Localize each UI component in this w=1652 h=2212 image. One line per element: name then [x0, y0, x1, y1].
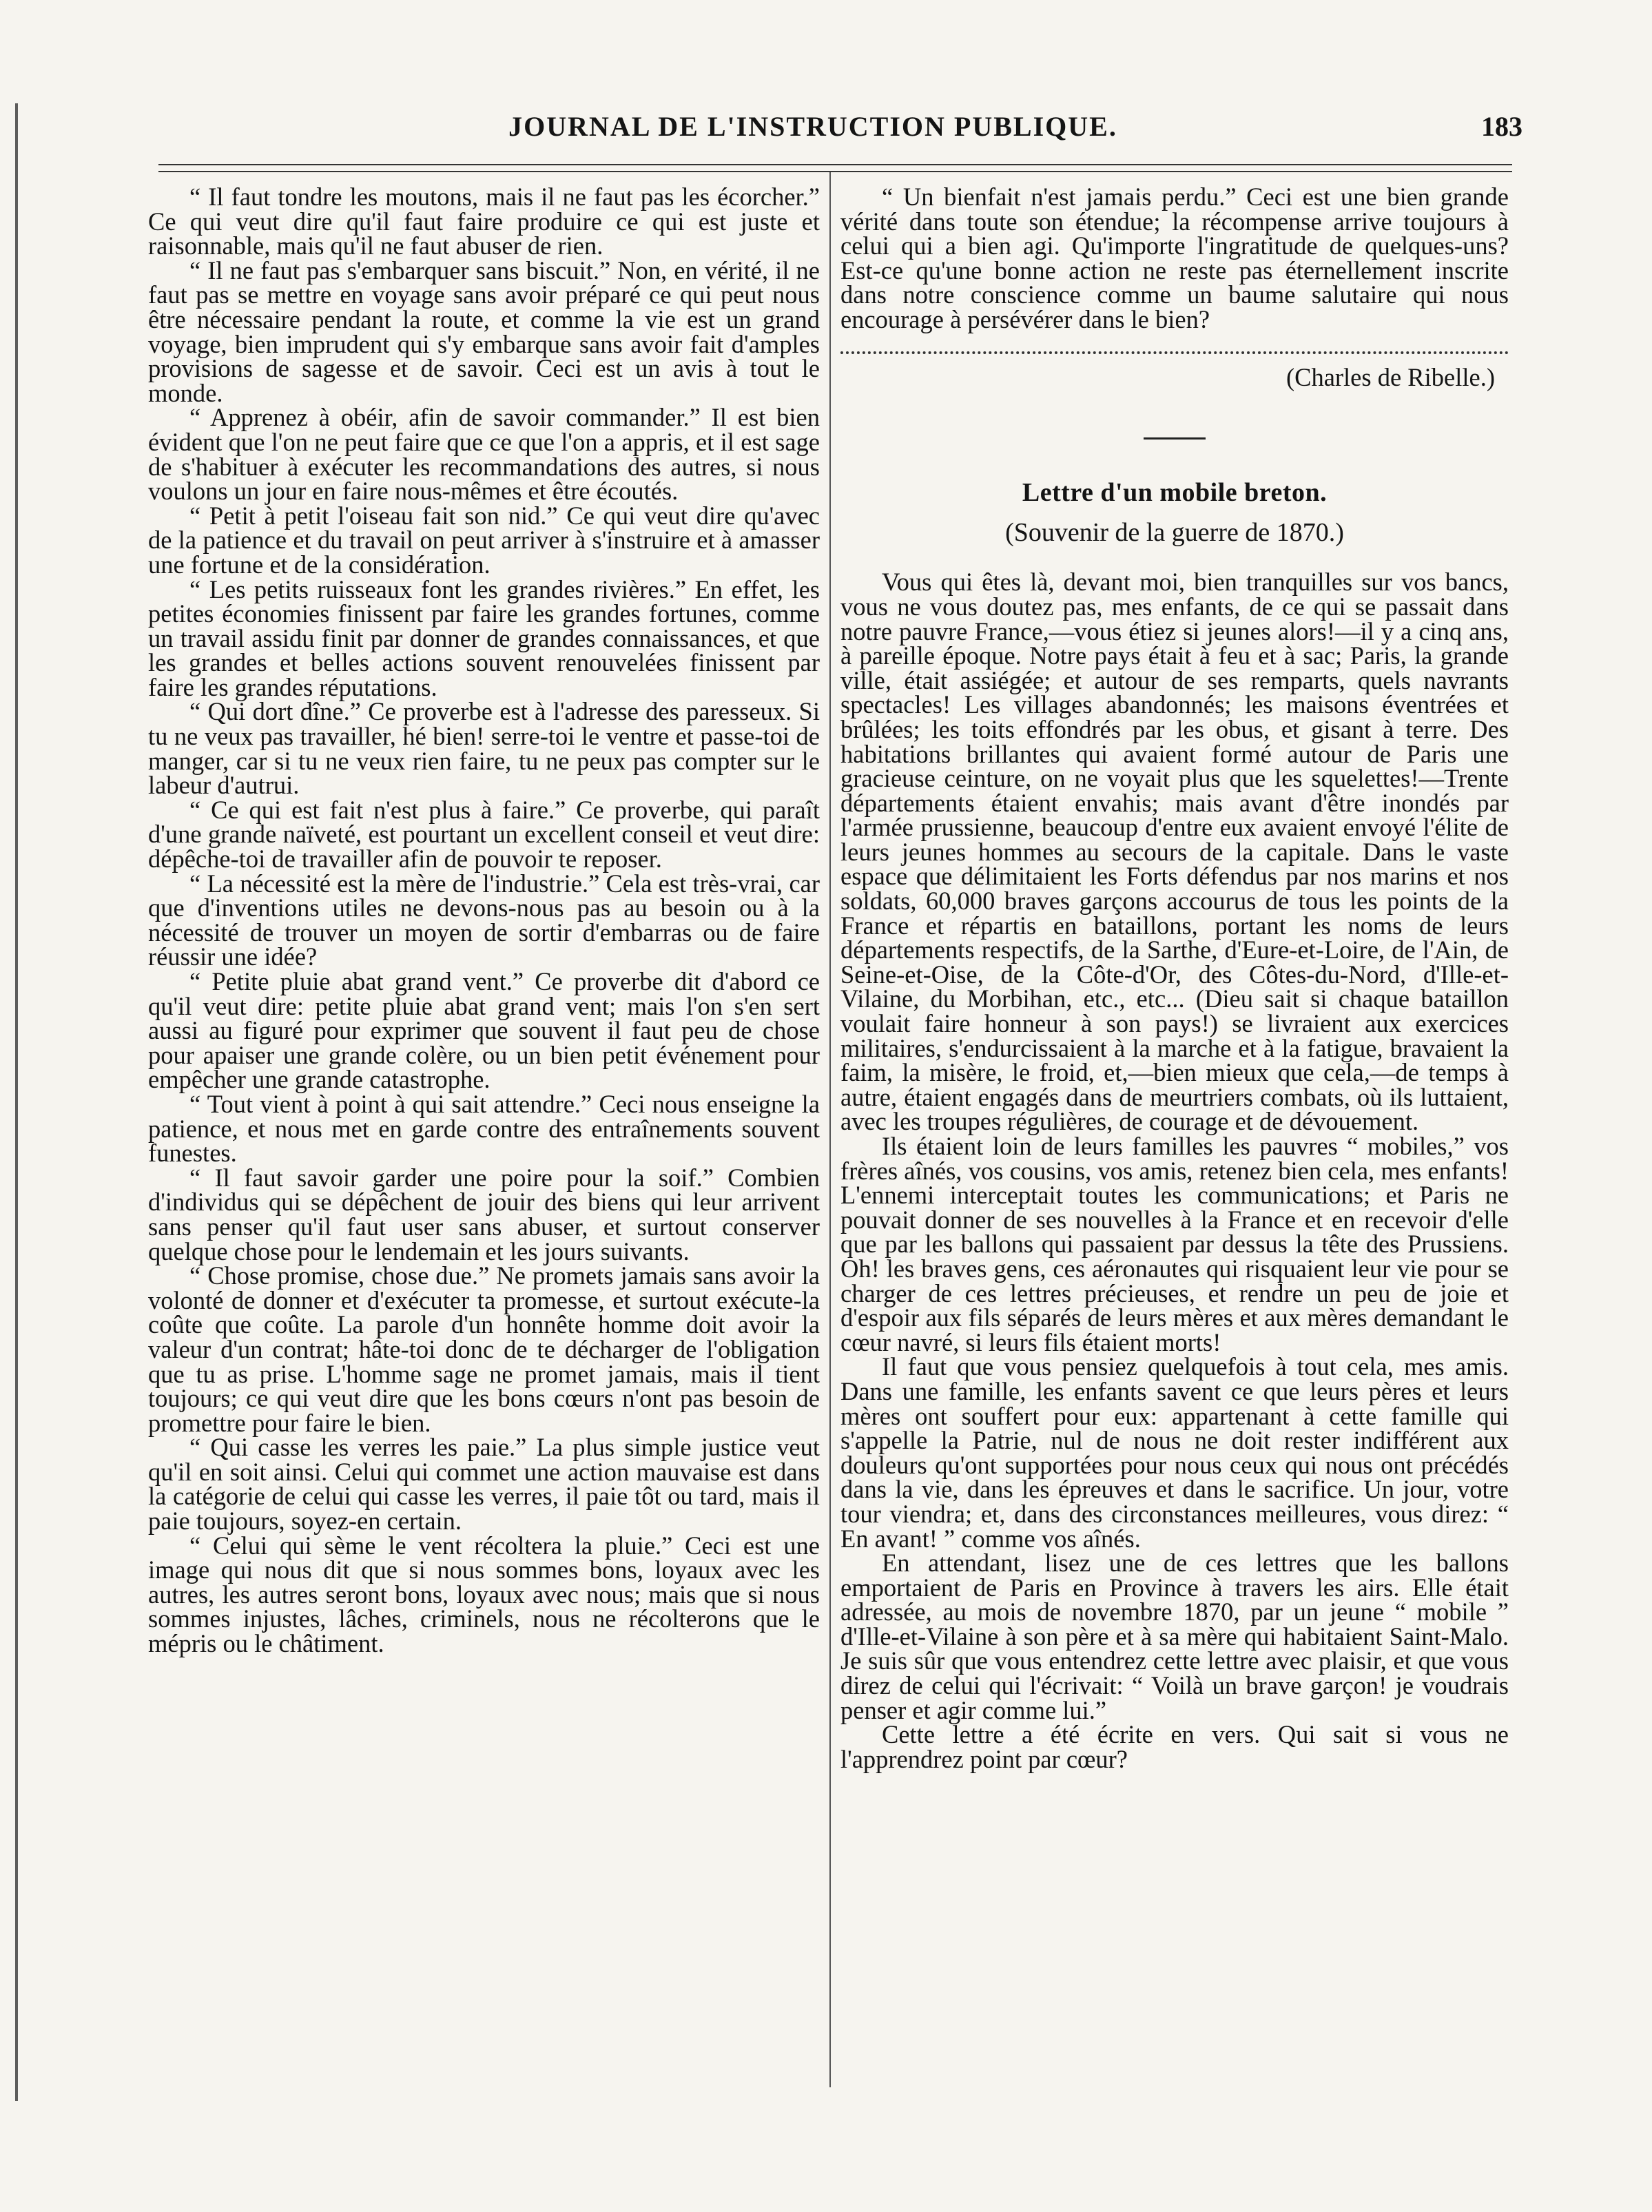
proverb-paragraph: “ Qui casse les verres les paie.” La plus simple justice veut qu'il en soit ainsi. Celui qui commet une action mauvaise est dans la catégorie de celui qui casse les verres, il paie tôt ou tard, mais il paie toujours, soyez-en certain. [148, 1433, 820, 1536]
article-paragraph: Cette lettre a été écrite en vers. Qui sait si vous ne l'apprendrez point par cœur? [840, 1720, 1509, 1773]
article-paragraph: Il faut que vous pensiez quelquefois à tout cela, mes amis. Dans une famille, les enfants savent ce que leurs pères et leurs mères ont souffert pour eux: appartenant à cette famille qui s'appelle la Patrie, nul de nous ne doit rester indifférent aux douleurs qu'ont supportées pour nous ceux qui nous ont précédés dans la vie, dans les épreuves et dans le sacrifice. Un jour, votre tour viendra; et, dans des circonstances meilleures, vous direz: “ En avant! ” comme vos aînés. [840, 1352, 1509, 1553]
page-edge-rule [15, 103, 18, 2101]
article-subheading: (Souvenir de la guerre de 1870.) [1005, 517, 1344, 547]
article-paragraph: En attendant, lisez une de ces lettres que les ballons emportaient de Paris en Province à travers les airs. Elle était adressée, au mois de novembre 1870, par un jeune “ mobile ” d'Ille-et-Vilaine à son père et à sa mère qui habitaient Saint-Malo. Je suis sûr que vous entendrez cette lettre avec plaisir, et que vous direz de celui qui l'écrivait: “ Voilà un brave garçon! je voudrais penser et agir comme lui.” [840, 1549, 1509, 1724]
proverb-paragraph: “ Qui dort dîne.” Ce proverbe est à l'adresse des paresseux. Si tu ne veux pas travailler, hé bien! serre-toi le ventre et passe-toi de manger, car si tu ne veux rien faire, tu ne peux pas compter sur le labeur d'autrui. [148, 697, 820, 800]
article-paragraph: Ils étaient loin de leurs familles les pauvres “ mobiles,” vos frères aînés, vos cousins, vos amis, retenez bien cela, mes enfants! L'ennemi interceptait toutes les communications; et Paris ne pouvait donner de ses nouvelles à la France et en recevoir d'elle que par les ballons qui passaient par dessus la tête des Prussiens. Oh! les braves gens, ces aéronautes qui risquaient leur vie pour se charger de ces lettres précieuses, et rendre un peu de joie et d'espoir aux fils séparés de leurs mères et aux mères demandant le cœur navré, si leurs fils étaient morts! [840, 1132, 1509, 1356]
left-column [148, 185, 820, 1656]
proverb-paragraph: “ Tout vient à point à qui sait attendre.” Ceci nous enseigne la patience, et nous met en garde contre des entraînements souvent funestes. [148, 1089, 820, 1168]
proverb-paragraph: “ Il faut tondre les moutons, mais il ne faut pas les écorcher.” Ce qui veut dire qu'il faut faire produire ce qui est juste et raisonnable, mais qu'il ne faut abuser de rien. [148, 183, 820, 260]
proverb-paragraph: “ Un bienfait n'est jamais perdu.” Ceci est une bien grande vérité dans toute son étendue; la récompense arrive toujours à celui qui a bien agi. Qu'importe l'ingratitude de quelques-uns? Est-ce qu'une bonne action ne reste pas éternellement inscrite dans notre conscience comme un baume salutaire qui nous encourage à persévérer dans le bien? [840, 183, 1509, 333]
proverb-paragraph: “ La nécessité est la mère de l'industrie.” Cela est très-vrai, car que d'inventions utiles ne devons-nous pas au besoin ou à la nécessité de trouver un moyen de sortir d'embarras ou de faire réussir une idée? [148, 869, 820, 971]
proverb-paragraph: “ Il faut savoir garder une poire pour la soif.” Combien d'individus qui se dépêchent de jouir des biens qui leur arrivent sans penser qu'il faut user sans abuser, et surtout conserver quelque chose pour le lendemain et les jours suivants. [148, 1163, 820, 1265]
section-divider [1144, 437, 1206, 440]
page-header [103, 110, 1522, 152]
journal-title: JOURNAL DE L'INSTRUCTION PUBLIQUE. [508, 111, 1117, 142]
proverb-paragraph: “ Celui qui sème le vent récoltera la pluie.” Ceci est une image qui nous dit que si nous sommes bons, loyaux avec les autres, les autres seront bons, loyaux avec nous; mais que si nous sommes injustes, lâches, criminels, nous ne récolterons que le mépris ou le châtiment. [148, 1531, 820, 1658]
header-rule [158, 164, 1512, 172]
author-signature: (Charles de Ribelle.) [1286, 362, 1495, 391]
right-column [840, 185, 1509, 1771]
proverb-paragraph: “ Les petits ruisseaux font les grandes rivières.” En effet, les petites économies finissent par faire les grandes fortunes, comme un travail assidu finit par donner de grandes connaissances, et que les grandes et belles actions souvent renouvelées finissent par faire les grandes réputations. [148, 575, 820, 701]
article-heading: Lettre d'un mobile breton. [1022, 478, 1328, 508]
column-separator [829, 172, 831, 2087]
page-number: 183 [1481, 111, 1522, 142]
proverb-paragraph: “ Petit à petit l'oiseau fait son nid.” Ce qui veut dire qu'avec de la patience et du travail on peut arriver à s'instruire et à amasser une fortune et de la considération. [148, 501, 820, 579]
dotted-rule [840, 351, 1509, 354]
proverb-paragraph: “ Ce qui est fait n'est plus à faire.” Ce proverbe, qui paraît d'une grande naïveté, est pourtant un excellent conseil et veut dire: dépêche-toi de travailler afin de pouvoir te reposer. [148, 795, 820, 874]
proverb-paragraph: “ Chose promise, chose due.” Ne promets jamais sans avoir la volonté de donner et d'exécuter ta promesse, et surtout exécute-la coûte que coûte. La parole d'un honnête homme doit avoir la valeur d'un contrat; hâte-toi donc de te décharger de l'obligation que tu as prise. L'homme sage ne promet jamais, mais il tient toujours; ce qui veut dire que les bons cœurs n'ont pas besoin de promettre pour faire le bien. [148, 1261, 820, 1437]
proverb-paragraph: “ Apprenez à obéir, afin de savoir commander.” Il est bien évident que l'on ne peut faire que ce que l'on a appris, et il est sage de s'habituer à exécuter les recommandations des autres, si nous voulons un jour en faire nous-mêmes et être écoutés. [148, 403, 820, 506]
proverb-paragraph: “ Il ne faut pas s'embarquer sans biscuit.” Non, en vérité, il ne faut pas se mettre en voyage sans avoir préparé ce qui peut nous être nécessaire pendant la route, et comme la vie est un grand voyage, bien imprudent qui s'y embarque sans avoir fait d'amples provisions de sagesse et de savoir. Ceci est un avis à tout le monde. [148, 256, 820, 407]
article-paragraph: Vous qui êtes là, devant moi, bien tranquilles sur vos bancs, vous ne vous doutez pas, mes enfants, de ce qui se passait dans notre pauvre France,—vous étiez si jeunes alors!—il y a cinq ans, à pareille époque. Notre pays était à feu et à sac; Paris, la grande ville, était assiégée; et autour de ses remparts, quels navrants spectacles! Les villages abandonnés; les maisons éventrées et brûlées; les toits effondrés par les obus, et gisant à terre. Des habitations brillantes qui avaient formé autour de Paris une gracieuse ceinture, on ne voyait plus que les squelettes!—Trente départements étaient envahis; mais avant d'être inondés par l'armée prussienne, beaucoup d'entre eux avaient envoyé l'élite de leurs jeunes hommes au secours de la capitale. Dans le vaste espace que délimitaient les Forts défendus par nos marins et nos soldats, 60,000 braves garçons accourus de tous les points de la France et répartis en bataillons, portant les noms de leurs départements respectifs, de la Sarthe, d'Eure-et-Loire, de l'Ain, de Seine-et-Oise, de la Côte-d'Or, des Côtes-du-Nord, d'Ille-et-Vilaine, du Morbihan, etc., etc... (Dieu sait si chaque bataillon voulait faire honneur à son pays!) se livraient aux exercices militaires, s'endurcissaient à la marche et à la fatigue, bravaient la faim, la misère, le froid, et,—bien mieux que cela,—de temps à autre, étaient engagés dans de meurtriers combats, où ils luttaient, avec les troupes régulières, de courage et de dévouement. [840, 568, 1509, 1136]
proverb-paragraph: “ Petite pluie abat grand vent.” Ce proverbe dit d'abord ce qu'il veut dire: petite pluie abat grand vent; mais l'on s'en sert aussi au figuré pour exprimer que souvent il faut peu de chose pour apaiser une grande colère, ou un bien petit événement pour empêcher une grande catastrophe. [148, 967, 820, 1094]
